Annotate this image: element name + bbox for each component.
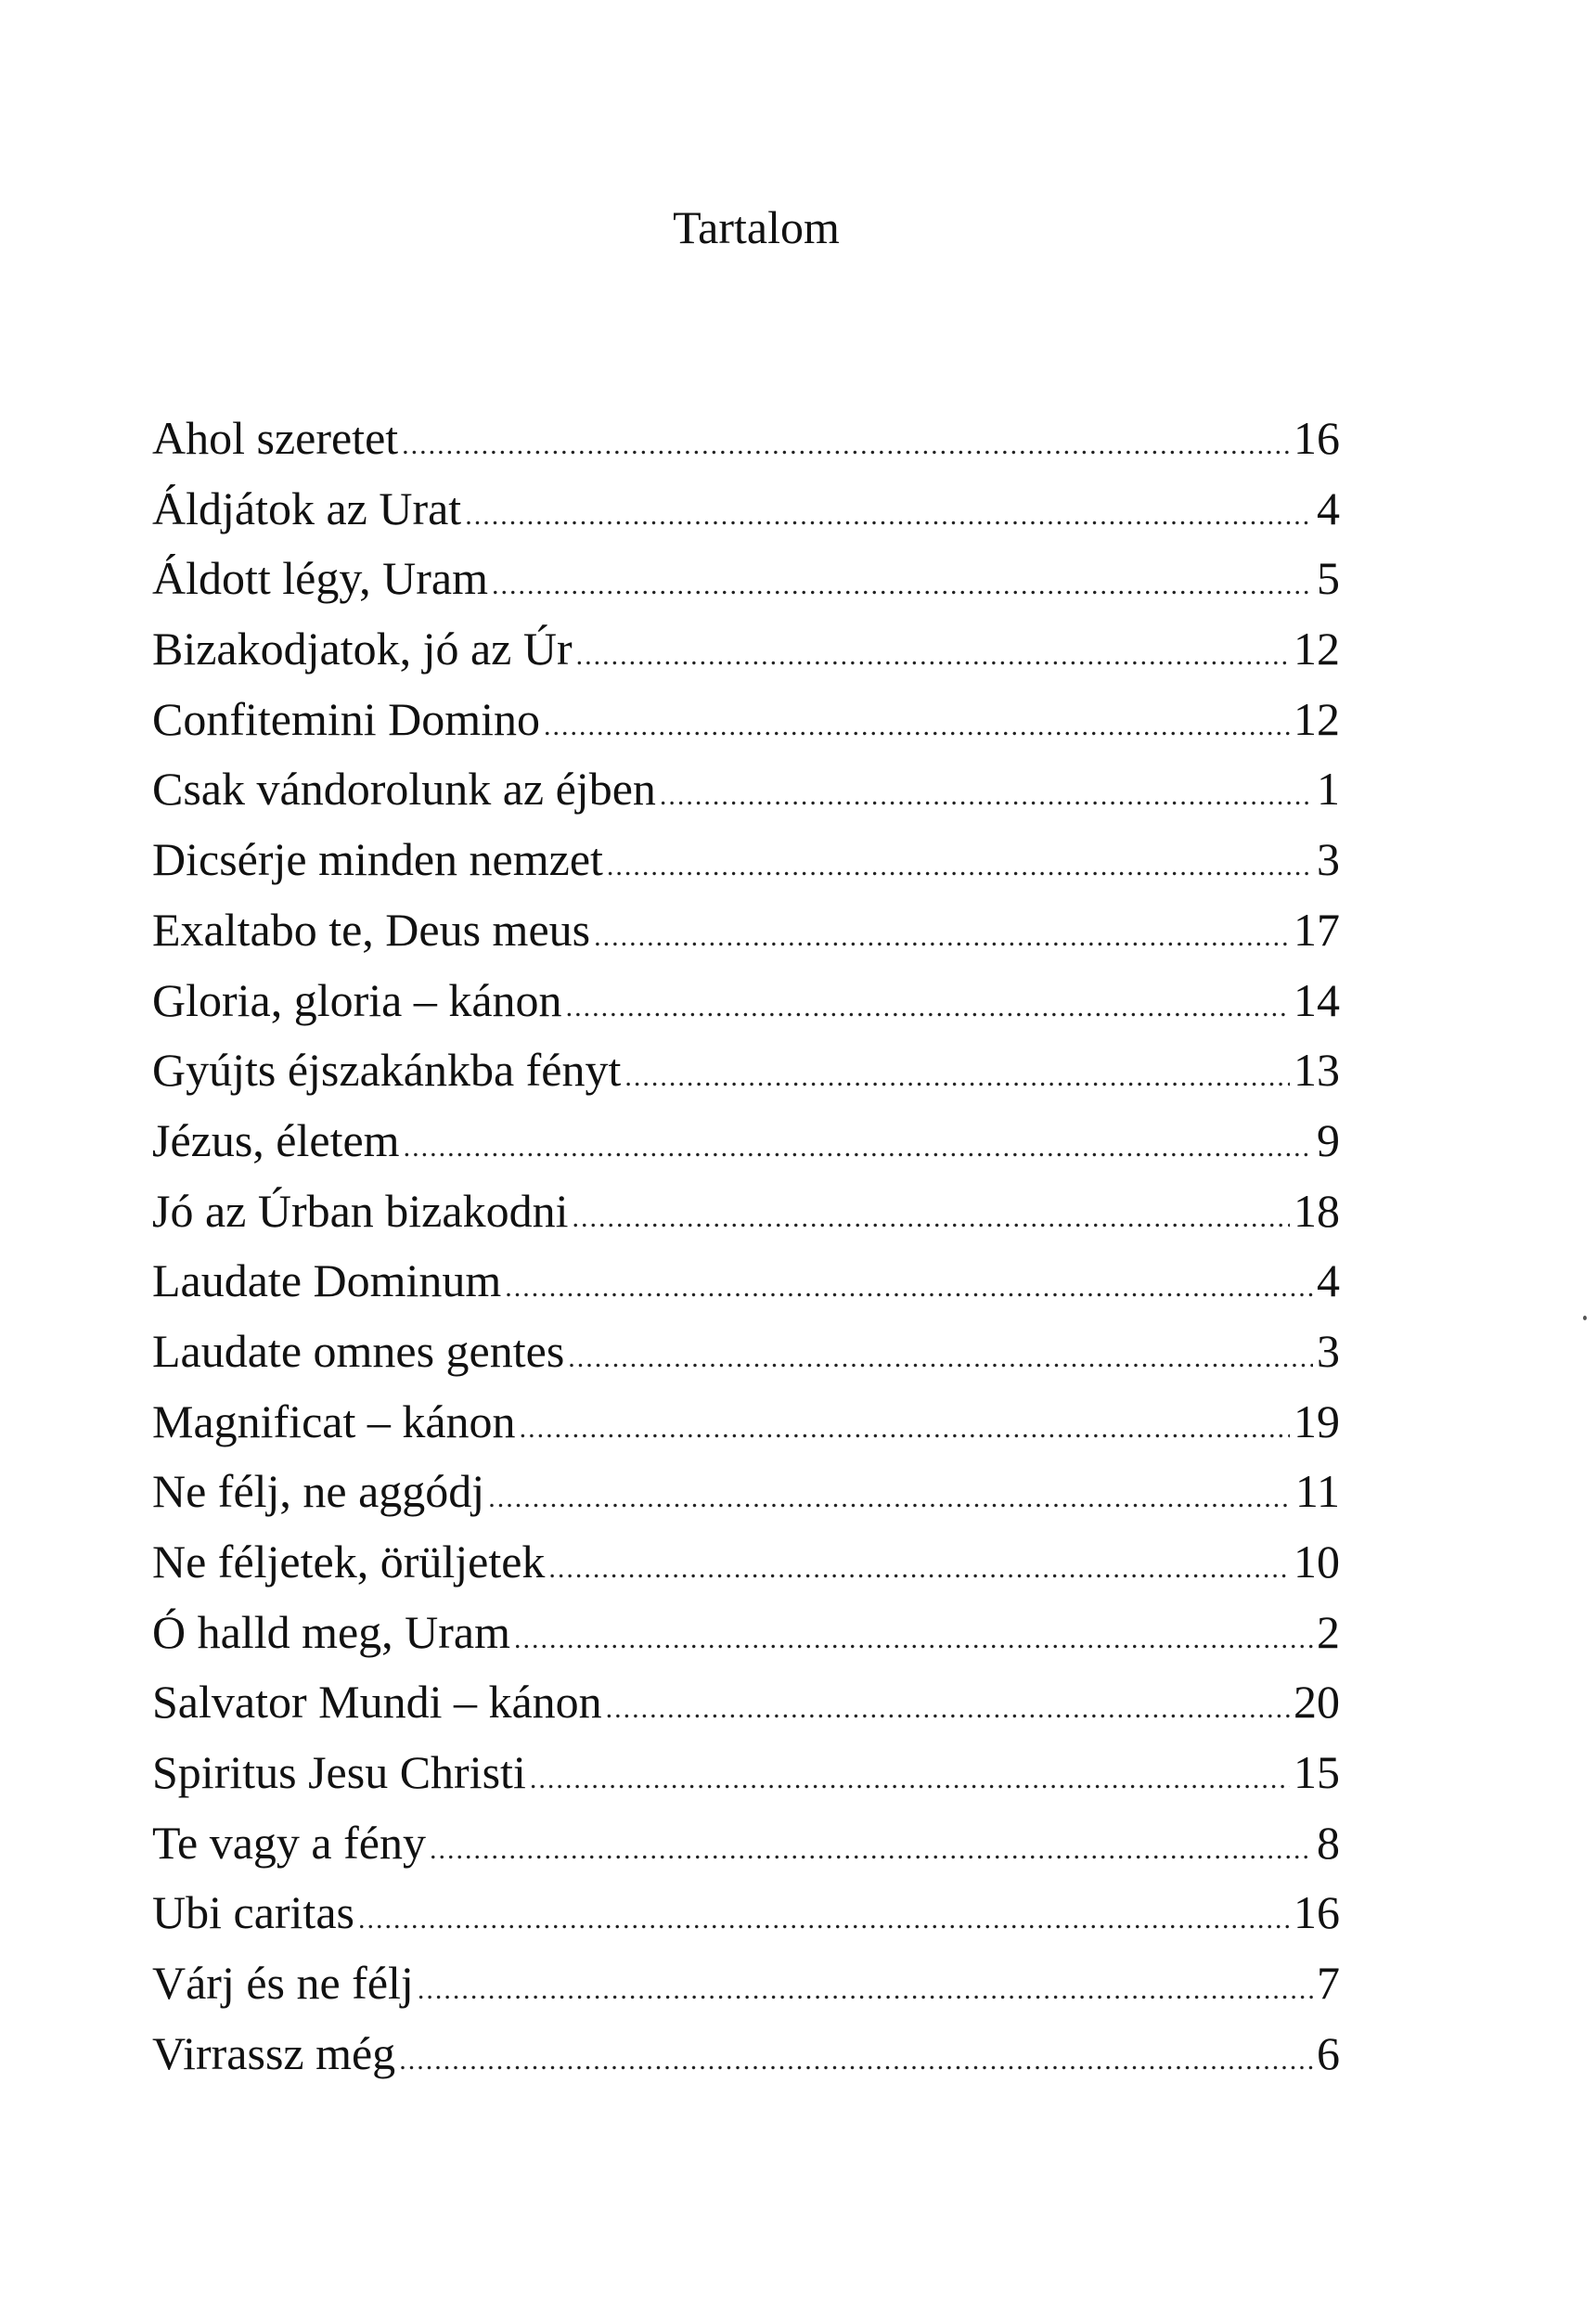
toc-entry-page-number: 16 — [1294, 1886, 1340, 1939]
toc-entry-page-number: 4 — [1317, 482, 1340, 534]
toc-entry-title: Jézus, életem — [152, 1113, 400, 1166]
toc-entry-page-number: 7 — [1317, 1957, 1340, 2010]
dot-leader — [430, 1815, 1313, 1885]
dot-leader — [358, 1884, 1290, 1955]
toc-entry-page-number: 15 — [1294, 1746, 1340, 1799]
toc-entry — [152, 685, 1340, 755]
dot-leader — [505, 1253, 1313, 1323]
toc-entry — [152, 1738, 1340, 1808]
toc-entry-page-number: 19 — [1294, 1395, 1340, 1447]
toc-entry-page-number: 18 — [1294, 1184, 1340, 1237]
toc-entry-page-number: 10 — [1294, 1536, 1340, 1588]
toc-entry — [152, 1808, 1340, 1879]
toc-entry-title: Ó halld meg, Uram — [152, 1605, 511, 1658]
toc-entry-page-number: 8 — [1317, 1816, 1340, 1869]
dot-leader — [399, 2025, 1313, 2096]
page-title: Tartalom — [673, 201, 840, 253]
toc-entry-title: Gyújts éjszakánkba fényt — [152, 1044, 622, 1097]
dot-leader — [607, 831, 1313, 902]
toc-entry-page-number: 11 — [1294, 1465, 1340, 1518]
toc-entry-title: Virrassz még — [152, 2026, 396, 2079]
dot-leader — [660, 761, 1313, 831]
toc-entry-page-number: 3 — [1317, 1324, 1340, 1377]
toc-entry-title: Salvator Mundi – kánon — [152, 1676, 602, 1729]
dot-leader — [544, 691, 1290, 762]
dot-leader — [488, 1463, 1292, 1534]
toc-entry — [152, 1387, 1340, 1458]
table-of-contents — [152, 404, 1340, 2089]
dot-leader — [418, 1955, 1313, 2025]
dot-leader — [402, 410, 1290, 481]
toc-entry-page-number: 14 — [1294, 973, 1340, 1026]
toc-entry-title: Laudate omnes gentes — [152, 1324, 565, 1377]
dot-leader — [514, 1604, 1313, 1675]
toc-entry — [152, 1457, 1340, 1527]
toc-entry — [152, 404, 1340, 474]
toc-entry-title: Ne féljetek, örüljetek — [152, 1536, 546, 1588]
dot-leader — [576, 621, 1290, 691]
toc-entry — [152, 754, 1340, 825]
toc-entry — [152, 1176, 1340, 1247]
toc-entry-title: Confitemini Domino — [152, 692, 541, 745]
toc-entry — [152, 614, 1340, 685]
toc-entry-page-number: 12 — [1294, 692, 1340, 745]
toc-entry-page-number: 6 — [1317, 2026, 1340, 2079]
dot-leader — [566, 972, 1290, 1043]
dot-leader — [530, 1744, 1290, 1815]
toc-entry — [152, 1106, 1340, 1176]
dot-leader — [520, 1394, 1290, 1464]
dot-leader — [492, 550, 1313, 621]
toc-entry-title: Várj és ne félj — [152, 1957, 414, 2010]
toc-entry-page-number: 1 — [1317, 763, 1340, 816]
dot-leader — [594, 902, 1290, 972]
toc-entry-page-number: 20 — [1294, 1676, 1340, 1729]
dot-leader — [606, 1674, 1290, 1744]
toc-entry-page-number: 5 — [1317, 552, 1340, 605]
toc-entry — [152, 895, 1340, 966]
dot-leader — [548, 1534, 1290, 1604]
toc-entry — [152, 1948, 1340, 2019]
toc-entry — [152, 1246, 1340, 1317]
toc-entry — [152, 1667, 1340, 1738]
toc-entry-title: Laudate Dominum — [152, 1254, 502, 1307]
toc-entry-title: Te vagy a fény — [152, 1816, 426, 1869]
toc-entry-title: Dicsérje minden nemzet — [152, 833, 603, 886]
toc-entry-page-number: 12 — [1294, 623, 1340, 675]
dot-leader — [572, 1183, 1290, 1253]
toc-entry — [152, 1598, 1340, 1668]
toc-entry-page-number: 4 — [1317, 1254, 1340, 1307]
toc-entry — [152, 544, 1340, 614]
toc-entry-title: Ubi caritas — [152, 1886, 354, 1939]
toc-entry-title: Csak vándorolunk az éjben — [152, 763, 656, 816]
toc-entry — [152, 1317, 1340, 1387]
toc-entry — [152, 825, 1340, 895]
toc-entry-page-number: 2 — [1317, 1605, 1340, 1658]
toc-entry-title: Ne félj, ne aggódj — [152, 1465, 485, 1518]
toc-entry — [152, 1878, 1340, 1948]
toc-entry — [152, 1035, 1340, 1106]
toc-entry — [152, 966, 1340, 1036]
toc-entry-title: Spiritus Jesu Christi — [152, 1746, 526, 1799]
toc-entry-page-number: 3 — [1317, 833, 1340, 886]
dot-leader — [404, 1112, 1313, 1183]
toc-entry-title: Bizakodjatok, jó az Úr — [152, 623, 573, 675]
toc-entry — [152, 2019, 1340, 2089]
toc-entry-title: Jó az Úrban bizakodni — [152, 1184, 569, 1237]
dot-leader — [465, 481, 1313, 551]
toc-entry — [152, 1527, 1340, 1598]
dot-leader — [568, 1323, 1313, 1394]
toc-entry-title: Magnificat – kánon — [152, 1395, 516, 1447]
scan-speck — [1583, 1316, 1587, 1320]
toc-entry-title: Áldott légy, Uram — [152, 552, 488, 605]
toc-entry-title: Exaltabo te, Deus meus — [152, 903, 591, 956]
toc-entry-page-number: 16 — [1294, 412, 1340, 464]
dot-leader — [624, 1042, 1290, 1112]
toc-entry-title: Ahol szeretet — [152, 412, 399, 464]
toc-entry-page-number: 17 — [1294, 903, 1340, 956]
toc-entry-title: Áldjátok az Urat — [152, 482, 462, 534]
toc-entry — [152, 474, 1340, 545]
toc-entry-title: Gloria, gloria – kánon — [152, 973, 562, 1026]
toc-entry-page-number: 9 — [1317, 1113, 1340, 1166]
toc-entry-page-number: 13 — [1294, 1044, 1340, 1097]
